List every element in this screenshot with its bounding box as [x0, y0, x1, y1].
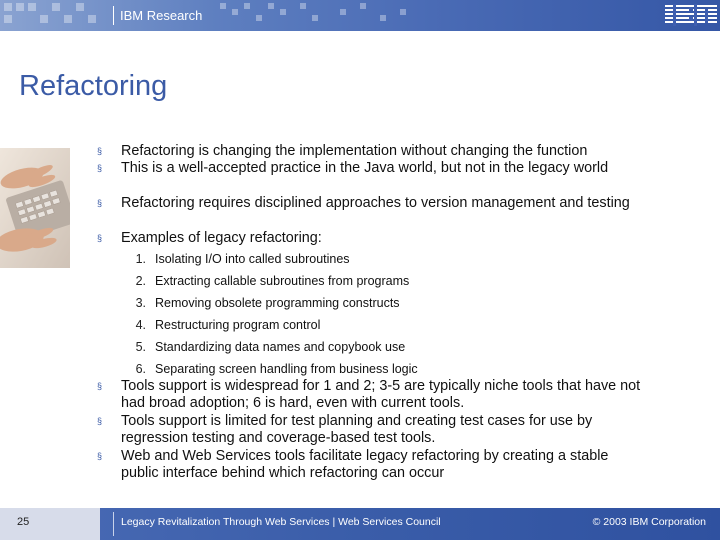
bullet-text: Tools support is widespread for 1 and 2; 3-5 are typically niche tools that have not had broad adoption; 6 is hard, even with current tools.: [121, 378, 641, 412]
header-pattern: [0, 0, 720, 31]
footer-copyright: © 2003 IBM Corporation: [592, 516, 706, 528]
example-text: Isolating I/O into called subroutines: [155, 252, 350, 266]
page-number: 25: [17, 516, 30, 528]
bullet-marker: §: [97, 198, 103, 208]
bullet-marker: §: [97, 146, 103, 156]
example-number: 5.: [135, 340, 146, 354]
slide-title: Refactoring: [19, 70, 168, 102]
footer-bar: [0, 508, 720, 540]
bullet-text: Refactoring requires disciplined approaches to version management and testing: [121, 195, 630, 211]
bullet-text: Examples of legacy refactoring:: [121, 230, 322, 246]
bullet-marker: §: [97, 381, 103, 391]
bullet-marker: §: [97, 451, 103, 461]
footer-title: Legacy Revitalization Through Web Services | Web Services Council: [121, 516, 441, 528]
example-number: 3.: [135, 296, 146, 310]
brand-divider: [113, 6, 114, 25]
bullet-marker: §: [97, 416, 103, 426]
example-text: Separating screen handling from business logic: [155, 362, 418, 376]
bullet-marker: §: [97, 163, 103, 173]
bullet-text: Tools support is limited for test planning and creating test cases for use by regression testing and coverage-based test tools.: [121, 413, 593, 447]
bullet-text: Refactoring is changing the implementation without changing the function: [121, 143, 588, 159]
bullet-text: This is a well-accepted practice in the Java world, but not in the legacy world: [121, 160, 609, 176]
header-bar: [0, 0, 720, 31]
page-number-box: [0, 508, 100, 540]
footer-divider: [113, 512, 114, 536]
example-text: Extracting callable subroutines from programs: [155, 274, 410, 288]
example-number: 2.: [135, 274, 146, 288]
example-number: 6.: [135, 362, 146, 376]
example-text: Standardizing data names and copybook use: [155, 340, 406, 354]
bullet-text: Web and Web Services tools facilitate legacy refactoring by creating a stable public interface behind which refactoring can occur: [121, 448, 609, 482]
example-number: 4.: [135, 318, 146, 332]
example-text: Removing obsolete programming constructs: [155, 296, 400, 310]
keyboard-photo: [0, 148, 70, 268]
example-text: Restructuring program control: [155, 318, 321, 332]
ibm-logo-icon: [665, 4, 717, 26]
brand-label: IBM Research: [120, 8, 203, 23]
example-number: 1.: [135, 252, 146, 266]
bullet-marker: §: [97, 233, 103, 243]
